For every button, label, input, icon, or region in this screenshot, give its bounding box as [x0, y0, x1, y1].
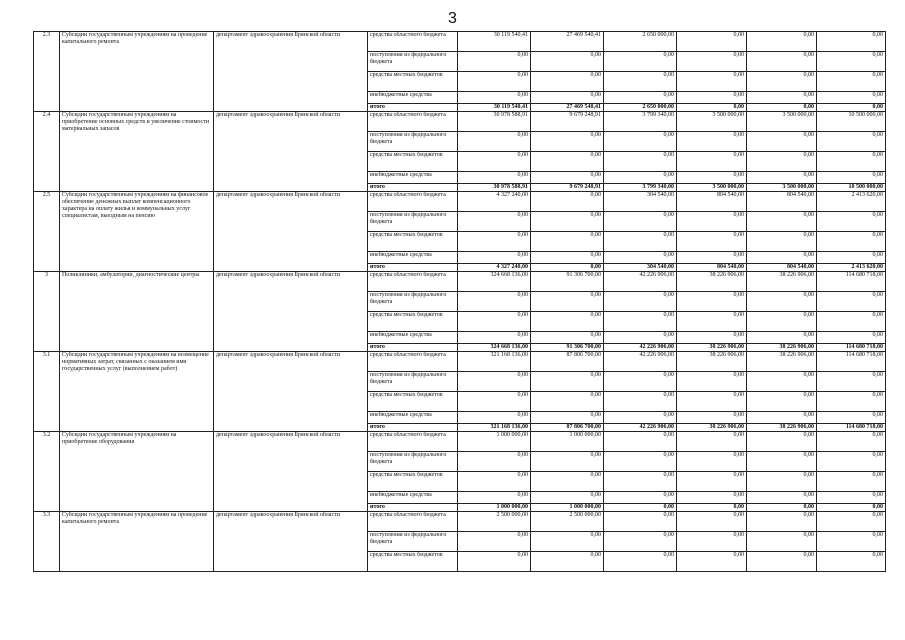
- amount-cell: 3 500 000,00: [747, 112, 817, 132]
- amount-cell: 0,00: [531, 192, 604, 212]
- amount-cell: 0,00: [817, 152, 886, 172]
- amount-cell: 114 680 718,00: [817, 344, 886, 352]
- amount-cell: 804 540,00: [677, 192, 747, 212]
- amount-cell: 0,00: [817, 72, 886, 92]
- amount-cell: 0,00: [677, 212, 747, 232]
- funding-source: средства местных бюджетов: [368, 472, 458, 492]
- table-row: [34, 272, 886, 292]
- amount-cell: 0,00: [531, 132, 604, 152]
- amount-cell: 0,00: [747, 472, 817, 492]
- amount-cell: 10 500 000,00: [817, 112, 886, 132]
- amount-cell: 0,00: [531, 72, 604, 92]
- amount-cell: 0,00: [747, 372, 817, 392]
- amount-cell: 0,00: [604, 492, 677, 504]
- amount-cell: 0,00: [604, 532, 677, 552]
- amount-cell: 91 306 700,00: [531, 344, 604, 352]
- amount-cell: 0,00: [747, 552, 817, 572]
- amount-cell: 87 806 700,00: [531, 352, 604, 372]
- amount-cell: 0,00: [531, 412, 604, 424]
- amount-cell: 0,00: [817, 292, 886, 312]
- amount-cell: 3 500 000,00: [677, 112, 747, 132]
- amount-cell: 27 469 540,41: [531, 104, 604, 112]
- amount-cell: 0,00: [458, 472, 531, 492]
- amount-cell: 0,00: [747, 332, 817, 344]
- amount-cell: 2 650 000,00: [604, 32, 677, 52]
- amount-cell: 42 226 906,00: [604, 272, 677, 292]
- amount-cell: 38 226 906,00: [677, 344, 747, 352]
- row-number: 3.1: [34, 352, 60, 432]
- amount-cell: 0,00: [817, 252, 886, 264]
- budget-table: [33, 31, 886, 572]
- amount-cell: 0,00: [817, 452, 886, 472]
- amount-cell: 0,00: [604, 432, 677, 452]
- amount-cell: 0,00: [677, 332, 747, 344]
- amount-cell: 38 226 906,00: [747, 344, 817, 352]
- amount-cell: 0,00: [677, 452, 747, 472]
- amount-cell: 27 469 540,41: [531, 32, 604, 52]
- amount-cell: 0,00: [747, 292, 817, 312]
- amount-cell: 0,00: [604, 312, 677, 332]
- item-name: Субсидии государственным учреждениям на возмещение нормативных затрат, связанных с оказанием ими государственных услуг (выполнением работ): [60, 352, 214, 432]
- item-name: Поликлиники, амбулатории, диагностические центры: [60, 272, 214, 352]
- amount-cell: 0,00: [531, 92, 604, 104]
- responsible-department: департамент здравоохранения Брянской области: [214, 192, 368, 272]
- amount-cell: 30 978 588,91: [458, 184, 531, 192]
- amount-cell: 2 500 000,00: [531, 512, 604, 532]
- responsible-department: департамент здравоохранения Брянской области: [214, 352, 368, 432]
- amount-cell: 2 500 000,00: [458, 512, 531, 532]
- amount-cell: 804 540,00: [677, 264, 747, 272]
- table-row: [34, 432, 886, 452]
- amount-cell: 0,00: [458, 552, 531, 572]
- amount-cell: 0,00: [604, 212, 677, 232]
- funding-source: средства местных бюджетов: [368, 72, 458, 92]
- amount-cell: 0,00: [677, 292, 747, 312]
- amount-cell: 0,00: [531, 452, 604, 472]
- amount-cell: 304 540,00: [604, 192, 677, 212]
- amount-cell: 0,00: [817, 372, 886, 392]
- amount-cell: 0,00: [458, 452, 531, 472]
- funding-source: поступления из федерального бюджета: [368, 372, 458, 392]
- amount-cell: 0,00: [747, 452, 817, 472]
- funding-source: поступления из федерального бюджета: [368, 452, 458, 472]
- funding-source: средства местных бюджетов: [368, 152, 458, 172]
- amount-cell: 0,00: [747, 252, 817, 264]
- funding-source: средства областного бюджета: [368, 432, 458, 452]
- amount-cell: 321 168 136,00: [458, 424, 531, 432]
- amount-cell: 42 226 906,00: [604, 424, 677, 432]
- item-name: Субсидии государственным учреждениям на проведение капитального ремонта: [60, 32, 214, 112]
- funding-source: поступления из федерального бюджета: [368, 212, 458, 232]
- responsible-department: департамент здравоохранения Брянской области: [214, 432, 368, 512]
- amount-cell: 4 327 240,00: [458, 264, 531, 272]
- amount-cell: 804 540,00: [747, 192, 817, 212]
- funding-source: средства областного бюджета: [368, 272, 458, 292]
- amount-cell: 0,00: [747, 512, 817, 532]
- amount-cell: 0,00: [458, 52, 531, 72]
- funding-source: средства областного бюджета: [368, 112, 458, 132]
- amount-cell: 0,00: [747, 432, 817, 452]
- item-name: Субсидии государственным учреждениям на приобретение основных средств и увеличение стоимости материальных запасов: [60, 112, 214, 192]
- amount-cell: 0,00: [531, 232, 604, 252]
- funding-source: внебюджетные средства: [368, 412, 458, 424]
- funding-source: средства местных бюджетов: [368, 232, 458, 252]
- amount-cell: 0,00: [531, 52, 604, 72]
- amount-cell: 0,00: [531, 472, 604, 492]
- funding-source: средства местных бюджетов: [368, 392, 458, 412]
- amount-cell: 38 226 906,00: [747, 272, 817, 292]
- amount-cell: 0,00: [677, 312, 747, 332]
- amount-cell: 0,00: [747, 104, 817, 112]
- amount-cell: 0,00: [604, 292, 677, 312]
- funding-source: поступления из федерального бюджета: [368, 52, 458, 72]
- amount-cell: 0,00: [677, 172, 747, 184]
- amount-cell: 42 226 906,00: [604, 344, 677, 352]
- amount-cell: 0,00: [817, 92, 886, 104]
- funding-source: средства местных бюджетов: [368, 552, 458, 572]
- amount-cell: 0,00: [677, 52, 747, 72]
- table-row: [34, 112, 886, 132]
- amount-cell: 0,00: [531, 312, 604, 332]
- row-number: 3.2: [34, 432, 60, 512]
- amount-cell: 9 679 248,91: [531, 112, 604, 132]
- funding-source: внебюджетные средства: [368, 252, 458, 264]
- amount-cell: 0,00: [817, 552, 886, 572]
- amount-cell: 324 668 136,00: [458, 272, 531, 292]
- amount-cell: 0,00: [604, 52, 677, 72]
- amount-cell: 0,00: [817, 132, 886, 152]
- amount-cell: 0,00: [604, 392, 677, 412]
- amount-cell: 38 226 906,00: [677, 272, 747, 292]
- amount-cell: 0,00: [458, 312, 531, 332]
- funding-source: внебюджетные средства: [368, 92, 458, 104]
- funding-source: средства областного бюджета: [368, 352, 458, 372]
- amount-cell: 0,00: [677, 552, 747, 572]
- amount-cell: 1 000 000,00: [458, 504, 531, 512]
- amount-cell: 0,00: [458, 392, 531, 412]
- amount-cell: 3 799 340,00: [604, 184, 677, 192]
- amount-cell: 0,00: [604, 504, 677, 512]
- amount-cell: 0,00: [458, 532, 531, 552]
- amount-cell: 0,00: [817, 52, 886, 72]
- funding-source: итого: [368, 264, 458, 272]
- funding-source: средства областного бюджета: [368, 512, 458, 532]
- funding-source: средства областного бюджета: [368, 192, 458, 212]
- amount-cell: 0,00: [604, 452, 677, 472]
- funding-source: итого: [368, 504, 458, 512]
- amount-cell: 0,00: [747, 92, 817, 104]
- amount-cell: 1 000 000,00: [458, 432, 531, 452]
- funding-source: внебюджетные средства: [368, 332, 458, 344]
- amount-cell: 0,00: [531, 172, 604, 184]
- amount-cell: 0,00: [747, 32, 817, 52]
- funding-source: средства областного бюджета: [368, 32, 458, 52]
- amount-cell: 324 668 136,00: [458, 344, 531, 352]
- amount-cell: 0,00: [747, 312, 817, 332]
- amount-cell: 0,00: [677, 252, 747, 264]
- table-row: [34, 192, 886, 212]
- amount-cell: 0,00: [677, 412, 747, 424]
- table-row: [34, 32, 886, 52]
- item-name: Субсидии государственным учреждениям на проведение капитального ремонта: [60, 512, 214, 572]
- amount-cell: 2 413 620,00: [817, 264, 886, 272]
- amount-cell: 0,00: [817, 512, 886, 532]
- amount-cell: 0,00: [458, 412, 531, 424]
- amount-cell: 0,00: [747, 532, 817, 552]
- amount-cell: 0,00: [458, 152, 531, 172]
- page-number: 3: [448, 10, 457, 27]
- amount-cell: 38 226 906,00: [747, 424, 817, 432]
- funding-source: поступления из федерального бюджета: [368, 132, 458, 152]
- amount-cell: 0,00: [817, 472, 886, 492]
- funding-source: внебюджетные средства: [368, 172, 458, 184]
- amount-cell: 0,00: [458, 492, 531, 504]
- amount-cell: 2 650 000,00: [604, 104, 677, 112]
- amount-cell: 3 500 000,00: [747, 184, 817, 192]
- amount-cell: 38 226 906,00: [677, 352, 747, 372]
- amount-cell: 0,00: [677, 432, 747, 452]
- budget-table-body: [34, 32, 886, 572]
- amount-cell: 0,00: [817, 504, 886, 512]
- amount-cell: 0,00: [817, 212, 886, 232]
- amount-cell: 0,00: [677, 472, 747, 492]
- amount-cell: 0,00: [677, 492, 747, 504]
- amount-cell: 0,00: [604, 152, 677, 172]
- amount-cell: 0,00: [817, 332, 886, 344]
- amount-cell: 0,00: [604, 412, 677, 424]
- amount-cell: 0,00: [458, 132, 531, 152]
- amount-cell: 38 226 906,00: [747, 352, 817, 372]
- amount-cell: 2 413 620,00: [817, 192, 886, 212]
- amount-cell: 0,00: [747, 172, 817, 184]
- row-number: 2.4: [34, 112, 60, 192]
- amount-cell: 0,00: [531, 212, 604, 232]
- funding-source: итого: [368, 184, 458, 192]
- amount-cell: 0,00: [677, 92, 747, 104]
- table-row: [34, 352, 886, 372]
- amount-cell: 30 119 540,41: [458, 104, 531, 112]
- funding-source: итого: [368, 344, 458, 352]
- amount-cell: 0,00: [458, 332, 531, 344]
- amount-cell: 0,00: [604, 172, 677, 184]
- amount-cell: 3 799 340,00: [604, 112, 677, 132]
- amount-cell: 0,00: [604, 512, 677, 532]
- row-number: 3: [34, 272, 60, 352]
- amount-cell: 0,00: [817, 492, 886, 504]
- amount-cell: 0,00: [747, 492, 817, 504]
- amount-cell: 0,00: [747, 392, 817, 412]
- amount-cell: 0,00: [817, 104, 886, 112]
- amount-cell: 0,00: [817, 32, 886, 52]
- amount-cell: 0,00: [677, 532, 747, 552]
- amount-cell: 0,00: [747, 52, 817, 72]
- amount-cell: 0,00: [747, 72, 817, 92]
- amount-cell: 42 226 906,00: [604, 352, 677, 372]
- table-row: [34, 512, 886, 532]
- amount-cell: 10 500 000,00: [817, 184, 886, 192]
- responsible-department: департамент здравоохранения Брянской области: [214, 512, 368, 572]
- amount-cell: 0,00: [677, 372, 747, 392]
- amount-cell: 0,00: [677, 72, 747, 92]
- amount-cell: 3 500 000,00: [677, 184, 747, 192]
- amount-cell: 0,00: [458, 212, 531, 232]
- amount-cell: 0,00: [458, 72, 531, 92]
- amount-cell: 114 680 718,00: [817, 352, 886, 372]
- amount-cell: 0,00: [817, 412, 886, 424]
- responsible-department: департамент здравоохранения Брянской области: [214, 272, 368, 352]
- amount-cell: 114 680 718,00: [817, 424, 886, 432]
- amount-cell: 0,00: [604, 132, 677, 152]
- amount-cell: 0,00: [458, 92, 531, 104]
- amount-cell: 0,00: [817, 172, 886, 184]
- funding-source: средства местных бюджетов: [368, 312, 458, 332]
- amount-cell: 4 327 240,00: [458, 192, 531, 212]
- amount-cell: 0,00: [817, 532, 886, 552]
- amount-cell: 0,00: [604, 72, 677, 92]
- amount-cell: 0,00: [458, 232, 531, 252]
- amount-cell: 0,00: [677, 104, 747, 112]
- amount-cell: 0,00: [531, 152, 604, 172]
- amount-cell: 0,00: [458, 372, 531, 392]
- amount-cell: 0,00: [604, 552, 677, 572]
- amount-cell: 0,00: [531, 264, 604, 272]
- amount-cell: 0,00: [604, 252, 677, 264]
- amount-cell: 0,00: [747, 232, 817, 252]
- amount-cell: 0,00: [531, 372, 604, 392]
- amount-cell: 0,00: [747, 152, 817, 172]
- amount-cell: 0,00: [531, 392, 604, 412]
- amount-cell: 87 806 700,00: [531, 424, 604, 432]
- amount-cell: 9 679 248,91: [531, 184, 604, 192]
- amount-cell: 0,00: [817, 432, 886, 452]
- responsible-department: департамент здравоохранения Брянской области: [214, 112, 368, 192]
- amount-cell: 0,00: [677, 132, 747, 152]
- amount-cell: 0,00: [677, 504, 747, 512]
- amount-cell: 0,00: [747, 132, 817, 152]
- amount-cell: 0,00: [747, 212, 817, 232]
- amount-cell: 0,00: [747, 504, 817, 512]
- row-number: 2.5: [34, 192, 60, 272]
- amount-cell: 0,00: [817, 232, 886, 252]
- amount-cell: 321 168 136,00: [458, 352, 531, 372]
- amount-cell: 0,00: [604, 372, 677, 392]
- funding-source: внебюджетные средства: [368, 492, 458, 504]
- amount-cell: 0,00: [817, 312, 886, 332]
- amount-cell: 114 680 718,00: [817, 272, 886, 292]
- amount-cell: 0,00: [677, 152, 747, 172]
- amount-cell: 0,00: [604, 332, 677, 344]
- amount-cell: 0,00: [677, 392, 747, 412]
- amount-cell: 0,00: [604, 92, 677, 104]
- amount-cell: 0,00: [604, 232, 677, 252]
- amount-cell: 0,00: [677, 32, 747, 52]
- item-name: Субсидии государственным учреждениям на финансовое обеспечение денежных выплат компенсационного характера на оплату жилья и коммунальных услуг специалистам, выездным на пенсию: [60, 192, 214, 272]
- amount-cell: 0,00: [531, 252, 604, 264]
- amount-cell: 0,00: [817, 392, 886, 412]
- amount-cell: 804 540,00: [747, 264, 817, 272]
- amount-cell: 91 306 700,00: [531, 272, 604, 292]
- amount-cell: 0,00: [677, 232, 747, 252]
- amount-cell: 0,00: [531, 552, 604, 572]
- amount-cell: 1 000 000,00: [531, 504, 604, 512]
- amount-cell: 1 000 000,00: [531, 432, 604, 452]
- amount-cell: 38 226 906,00: [677, 424, 747, 432]
- item-name: Субсидии государственным учреждениям на приобретение оборудования: [60, 432, 214, 512]
- amount-cell: 0,00: [677, 512, 747, 532]
- amount-cell: 0,00: [531, 292, 604, 312]
- amount-cell: 30 978 588,91: [458, 112, 531, 132]
- amount-cell: 0,00: [531, 492, 604, 504]
- funding-source: поступления из федерального бюджета: [368, 532, 458, 552]
- row-number: 2.3: [34, 32, 60, 112]
- funding-source: итого: [368, 424, 458, 432]
- responsible-department: департамент здравоохранения Брянской области: [214, 32, 368, 112]
- amount-cell: 0,00: [531, 532, 604, 552]
- row-number: 3.3: [34, 512, 60, 572]
- funding-source: итого: [368, 104, 458, 112]
- funding-source: поступления из федерального бюджета: [368, 292, 458, 312]
- amount-cell: 0,00: [458, 172, 531, 184]
- amount-cell: 0,00: [747, 412, 817, 424]
- amount-cell: 0,00: [458, 252, 531, 264]
- amount-cell: 304 540,00: [604, 264, 677, 272]
- amount-cell: 0,00: [531, 332, 604, 344]
- amount-cell: 30 119 540,41: [458, 32, 531, 52]
- amount-cell: 0,00: [604, 472, 677, 492]
- amount-cell: 0,00: [458, 292, 531, 312]
